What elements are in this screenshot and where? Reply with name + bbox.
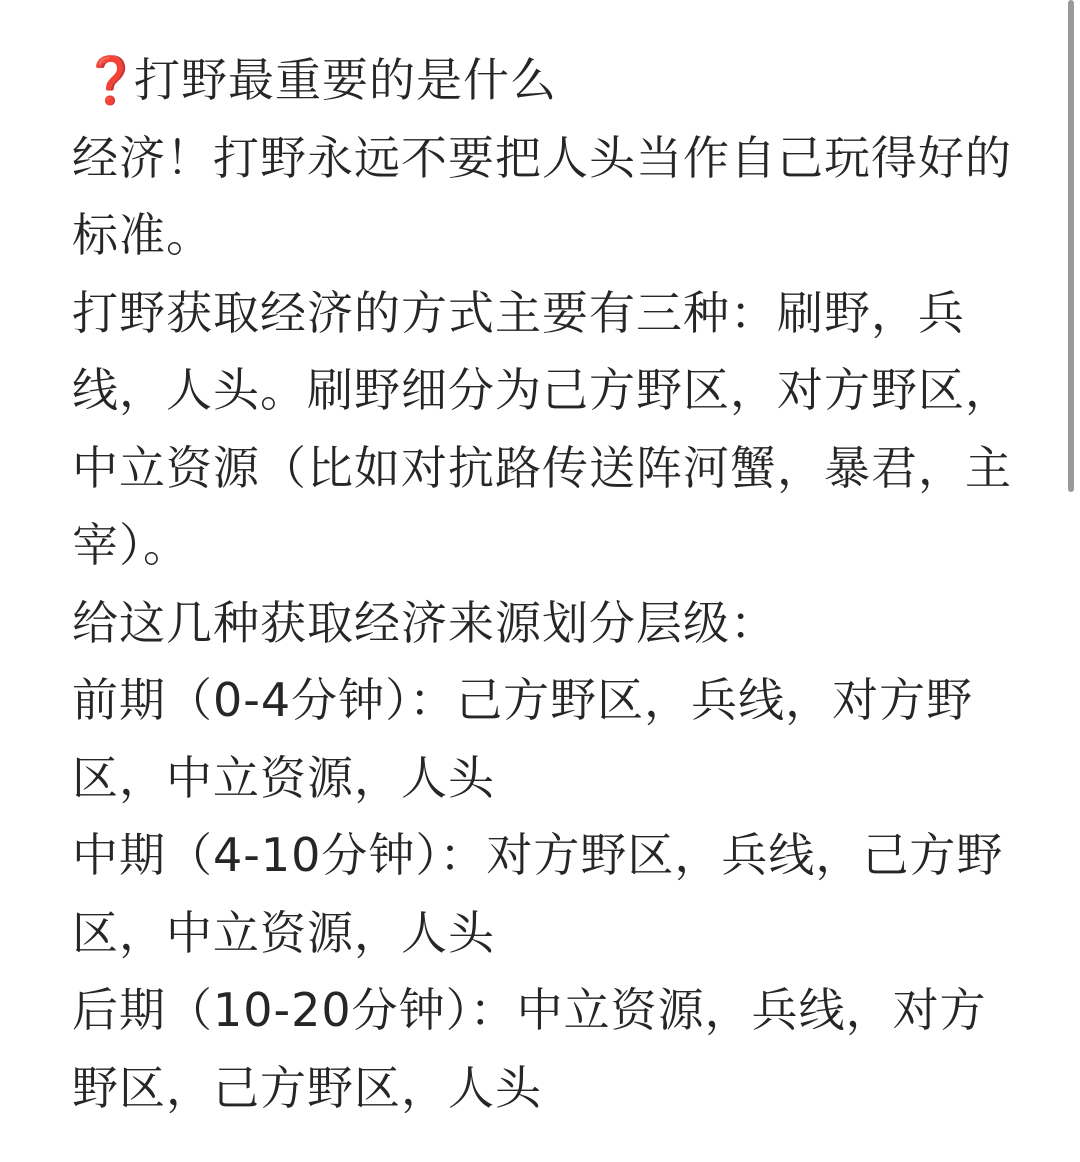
paragraph-late-game: 后期（10-20分钟）：中立资源，兵线，对方野区，己方野区，人头	[72, 983, 987, 1115]
paragraph-economy: 经济！打野永远不要把人头当作自己玩得好的标准。	[72, 130, 1012, 262]
paragraph-tiers-intro: 给这几种获取经济来源划分层级：	[72, 595, 777, 650]
paragraph-mid-game: 中期（4-10分钟）：对方野区，兵线，己方野区，中立资源，人头	[72, 828, 1004, 960]
heading-text: 打野最重要的是什么	[134, 53, 557, 107]
heading-line	[72, 42, 1032, 120]
paragraph-early-game: 前期（0-4分钟）：己方野区，兵线，对方野区，中立资源，人头	[72, 673, 974, 805]
scrollbar[interactable]	[1068, 0, 1074, 492]
paragraph-sources: 打野获取经济的方式主要有三种：刷野，兵线，人头。刷野细分为己方野区，对方野区，中立资源（比如对抗路传送阵河蟹，暴君，主宰）。	[72, 285, 1012, 572]
note-body	[72, 42, 1032, 1127]
question-mark-icon: ❓	[82, 53, 141, 107]
